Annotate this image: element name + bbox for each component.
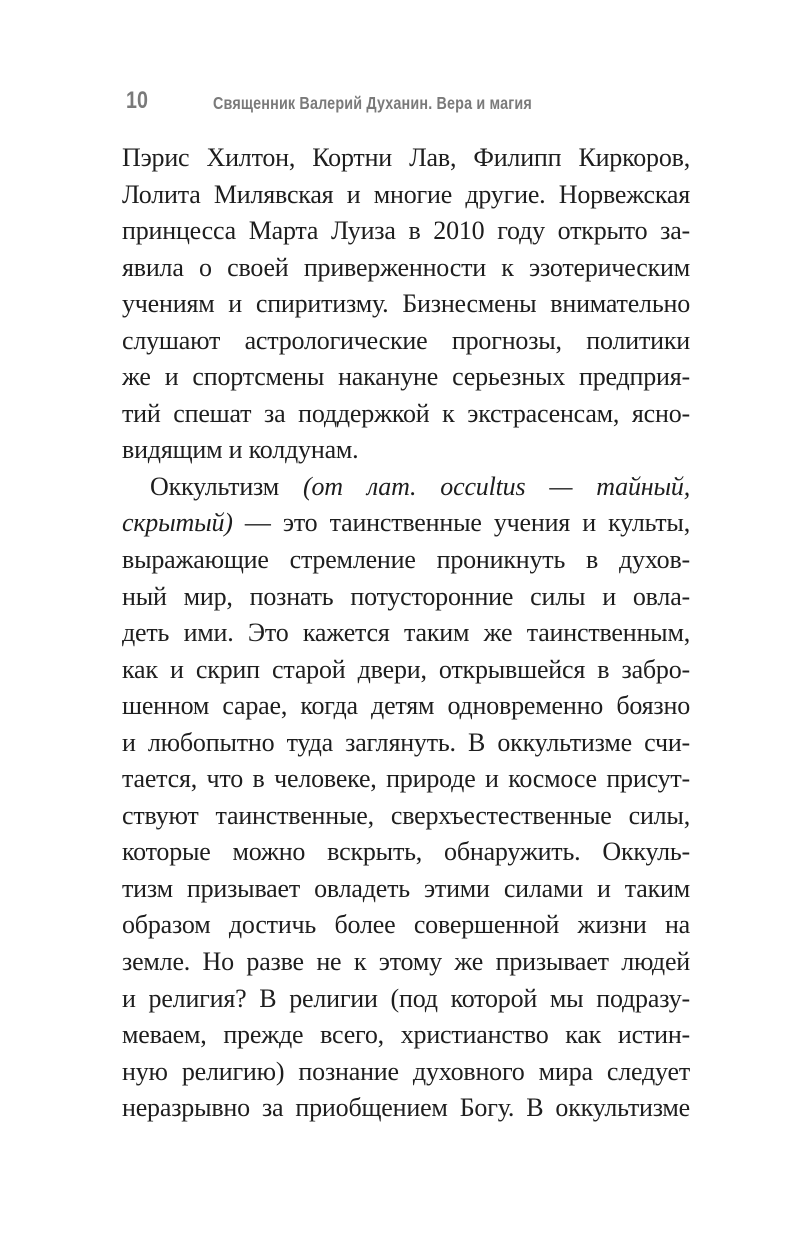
text-line (122, 981, 690, 1018)
text-line (122, 688, 690, 725)
body-text: и любопытно туда заглянуть. В оккультизме счи- (122, 727, 690, 757)
body-text: тий спешат за поддержкой к экстрасенсам, ясно- (122, 398, 690, 428)
body-text: — это таинственные учения и культы, (232, 508, 690, 538)
body-text: принцесса Марта Луиза в 2010 году открыто за- (122, 216, 690, 246)
body-text: меваем, прежде всего, христианство как истин- (122, 1020, 690, 1050)
text-line (122, 944, 690, 981)
body-text: слушают астрологические прогнозы, политики (122, 325, 690, 355)
page-header (0, 0, 787, 130)
text-line (122, 323, 690, 360)
text-line (122, 1017, 690, 1054)
running-title: Священник Валерий Духанин. Вера и магия (213, 93, 532, 113)
body-text: явила о своей приверженности к эзотерическим (122, 252, 690, 282)
body-text: шенном сарае, когда детям одновременно боязно (122, 691, 690, 721)
body-text: тизм призывает овладеть этими силами и таким (122, 873, 690, 903)
text-line (122, 725, 690, 762)
body-text: как и скрип старой двери, открывшейся в забро- (122, 654, 690, 684)
body-text: земле. Но разве не к этому же призывает людей (122, 947, 690, 977)
text-line (122, 250, 690, 287)
body-text: и религия? В религии (под которой мы подразу- (122, 983, 690, 1013)
italic-text: скрытый) (122, 508, 233, 538)
body-text: которые можно вскрыть, обнаружить. Оккуль- (122, 837, 690, 867)
body-text: учениям и спиритизму. Бизнесмены внимательно (122, 289, 690, 319)
text-line (122, 505, 690, 542)
text-line (122, 1090, 690, 1127)
text-line (122, 907, 690, 944)
text-line (122, 469, 690, 506)
body-text: образом достичь более совершенной жизни на (122, 910, 690, 940)
body-text: тается, что в человеке, природе и космосе присут- (122, 764, 690, 794)
page-number: 10 (126, 87, 148, 114)
italic-text: (от лат. occultus — тайный, (303, 471, 690, 501)
body-text: ствуют таинственные, сверхъестественные силы, (122, 800, 690, 830)
text-line (122, 579, 690, 616)
body-text: видящим и колдунам. (122, 435, 359, 465)
text-line (122, 432, 690, 469)
text-line (122, 359, 690, 396)
text-line (122, 213, 690, 250)
body-text: Пэрис Хилтон, Кортни Лав, Филипп Киркоров, (122, 143, 690, 172)
body-text: деть ими. Это кажется таким же таинственным, (122, 618, 690, 648)
text-line (122, 798, 690, 835)
text-line (122, 652, 690, 689)
text-line (122, 286, 690, 323)
body-text: ный мир, познать потусторонние силы и овла- (122, 581, 690, 611)
text-block (122, 140, 690, 1127)
text-line (122, 761, 690, 798)
body-text: выражающие стремление проникнуть в духов- (122, 545, 690, 575)
body-text: неразрывно за приобщением Богу. В оккультизме (122, 1093, 690, 1123)
text-line (122, 140, 690, 177)
text-line (122, 177, 690, 214)
text-line (122, 615, 690, 652)
body-text: Лолита Милявская и многие другие. Норвежская (122, 179, 690, 209)
text-line (122, 834, 690, 871)
body-text: ную религию) познание духовного мира следует (122, 1056, 690, 1086)
text-line (122, 1054, 690, 1091)
text-line (122, 396, 690, 433)
body-text: Оккультизм (150, 471, 304, 501)
text-line (122, 871, 690, 908)
body-text: же и спортсмены накануне серьезных предприя- (122, 362, 690, 392)
text-line (122, 542, 690, 579)
